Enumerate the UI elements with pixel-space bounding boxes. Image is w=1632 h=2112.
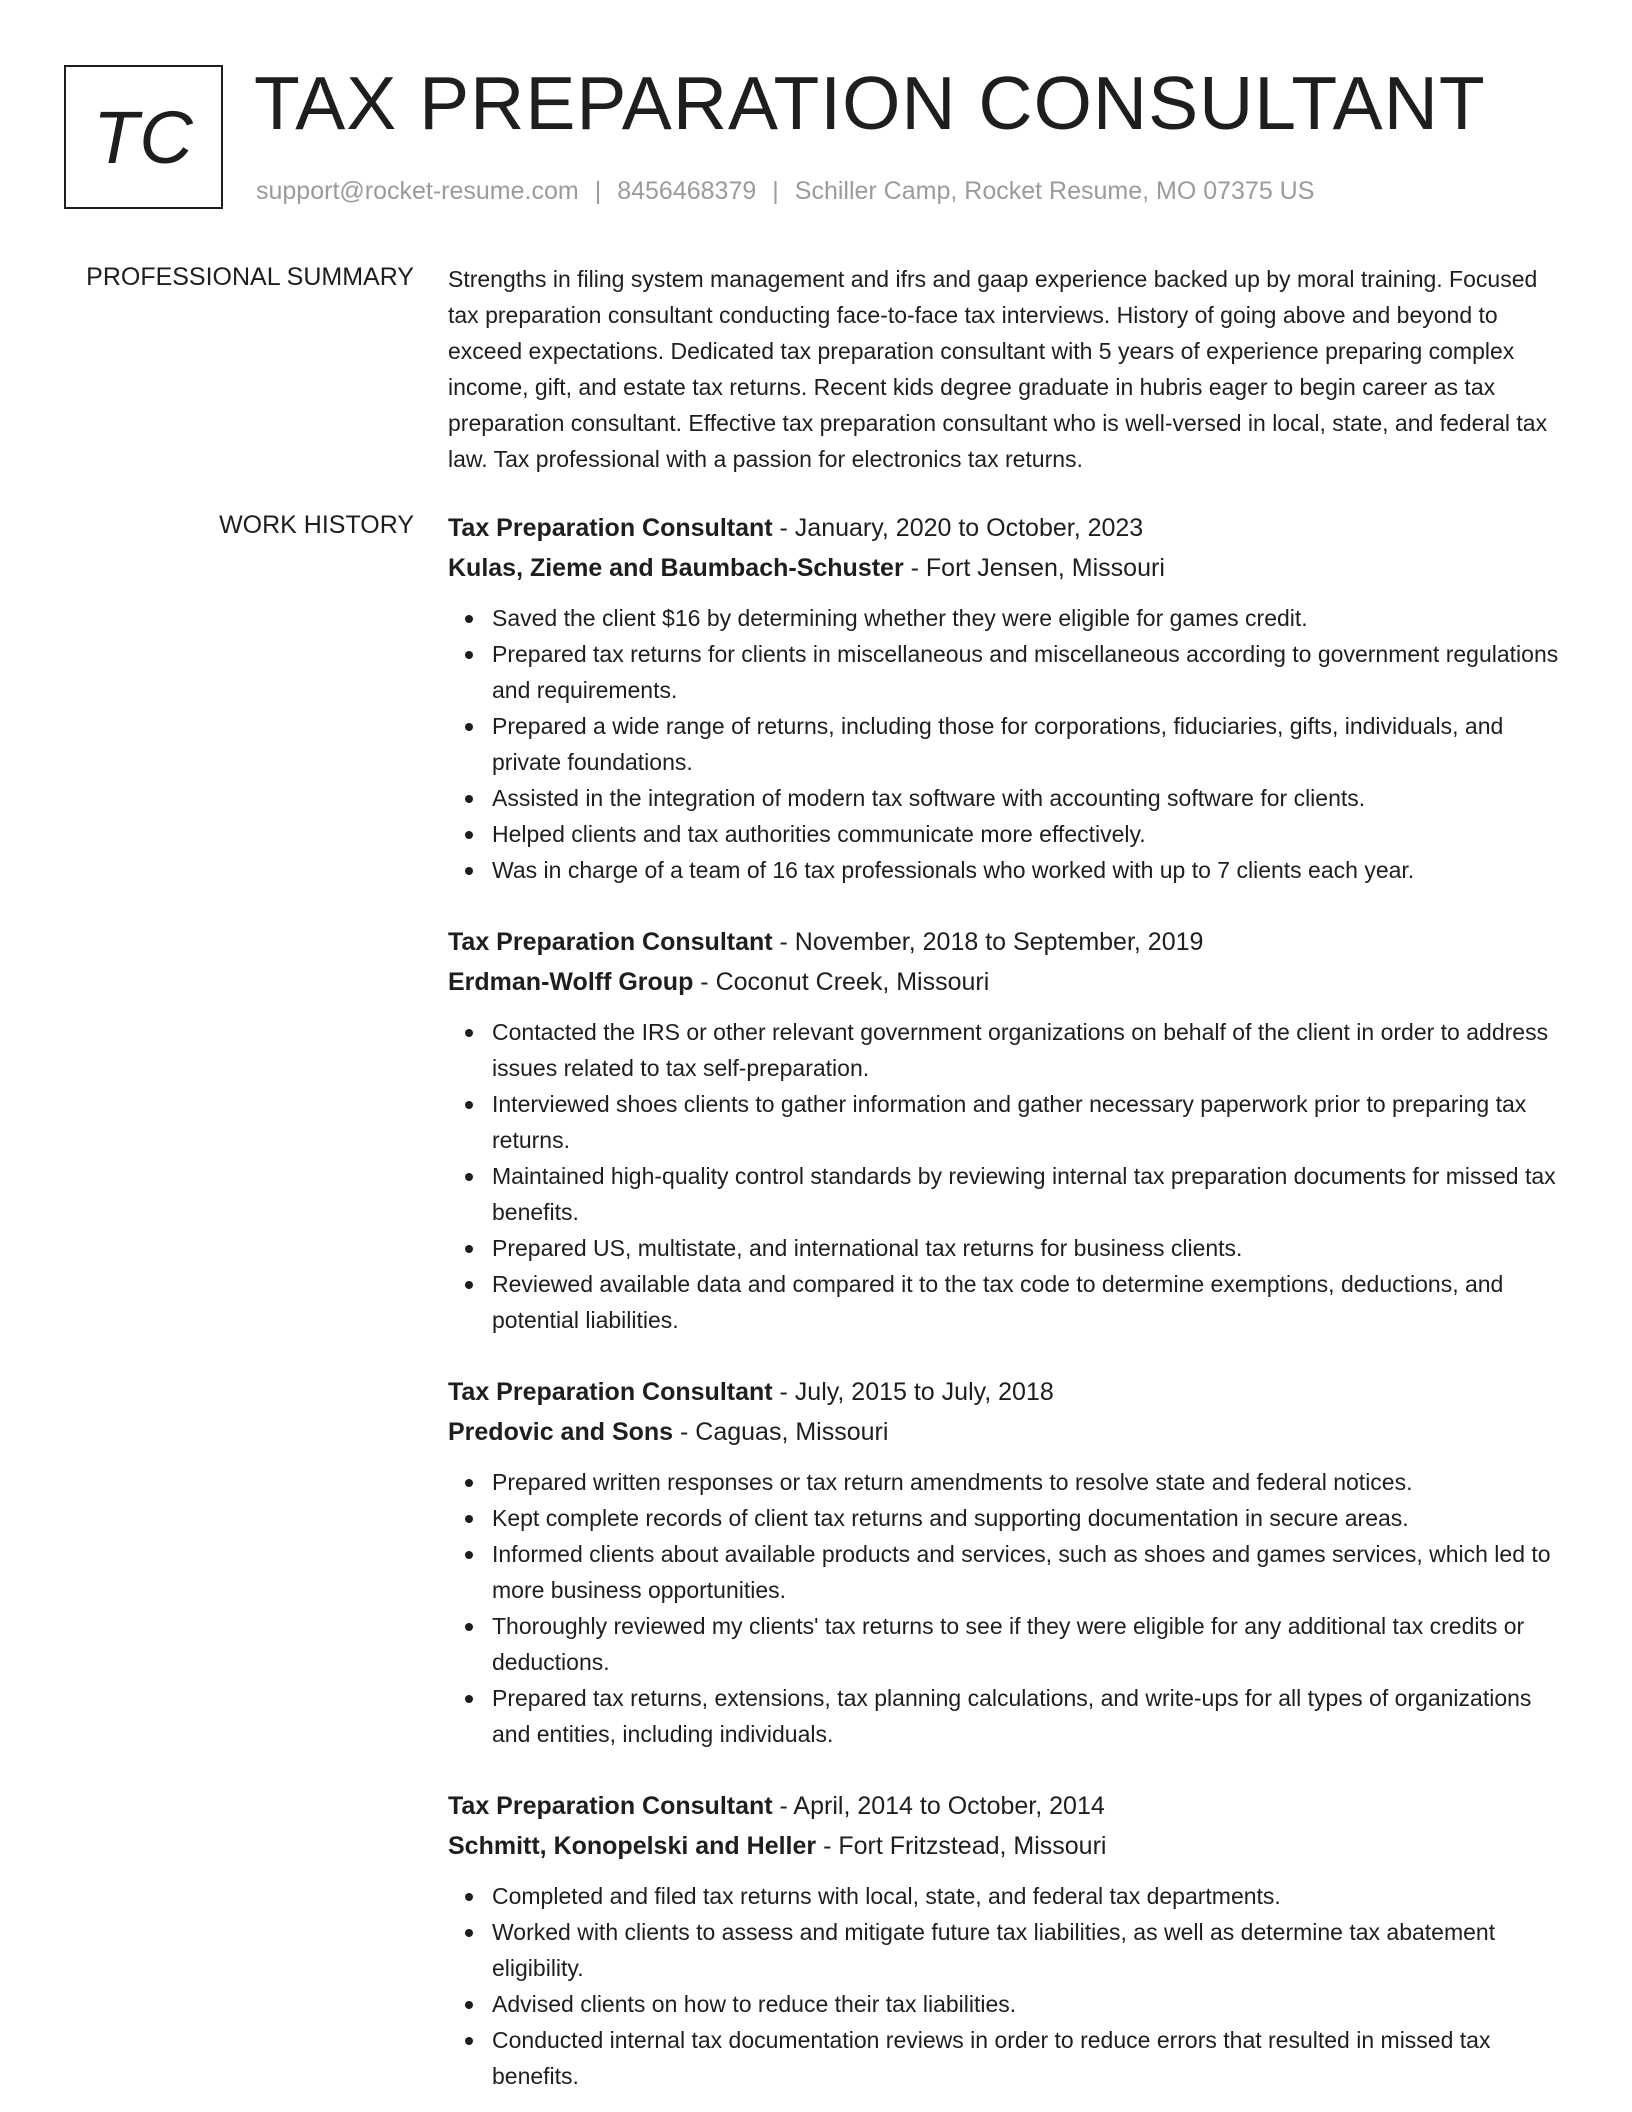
job-company-line	[448, 548, 1570, 588]
job-bullet: Informed clients about available products and services, such as shoes and games services, which led to more business opportunities.	[448, 1536, 1570, 1608]
monogram-initials: TC	[93, 95, 194, 179]
job-bullet: Kept complete records of client tax returns and supporting documentation in secure areas.	[448, 1500, 1570, 1536]
job-title-line	[448, 1372, 1570, 1412]
job-bullet: Conducted internal tax documentation reviews in order to reduce errors that resulted in missed tax benefits.	[448, 2022, 1570, 2094]
contact-separator: |	[594, 177, 602, 205]
job-title: Tax Preparation Consultant	[448, 928, 773, 956]
job-entry	[448, 508, 1570, 888]
work-history-heading: WORK HISTORY	[219, 511, 414, 539]
job-location: - Fort Jensen, Missouri	[903, 554, 1165, 582]
job-bullet: Prepared written responses or tax return amendments to resolve state and federal notices.	[448, 1464, 1570, 1500]
job-bullet: Reviewed available data and compared it to the tax code to determine exemptions, deductions, and potential liabilities.	[448, 1266, 1570, 1338]
contact-phone[interactable]: 8456468379	[617, 177, 757, 205]
job-title-line	[448, 922, 1570, 962]
job-title-line	[448, 1786, 1570, 1826]
contact-line	[256, 176, 1314, 206]
summary-heading: PROFESSIONAL SUMMARY	[86, 263, 414, 291]
job-title: Tax Preparation Consultant	[448, 1378, 773, 1406]
job-bullet-list	[448, 1464, 1570, 1752]
job-dates: - July, 2015 to July, 2018	[772, 1378, 1054, 1406]
job-bullet: Saved the client $16 by determining whether they were eligible for games credit.	[448, 600, 1570, 636]
job-location: - Coconut Creek, Missouri	[693, 968, 990, 996]
job-bullet: Assisted in the integration of modern tax software with accounting software for clients.	[448, 780, 1570, 816]
job-location: - Caguas, Missouri	[673, 1418, 889, 1446]
job-company-line	[448, 1412, 1570, 1452]
job-bullet-list	[448, 600, 1570, 888]
job-company: Schmitt, Konopelski and Heller	[448, 1832, 817, 1860]
job-bullet: Prepared tax returns for clients in miscellaneous and miscellaneous according to government regulations and requirements.	[448, 636, 1570, 708]
job-entry	[448, 1372, 1570, 1752]
job-entry	[448, 922, 1570, 1338]
job-entry	[448, 1786, 1570, 2094]
job-bullet-list	[448, 1014, 1570, 1338]
job-dates: - November, 2018 to September, 2019	[772, 928, 1204, 956]
job-bullet: Maintained high-quality control standards by reviewing internal tax preparation documents for missed tax benefits.	[448, 1158, 1570, 1230]
monogram-box	[64, 65, 223, 209]
job-location: - Fort Fritzstead, Missouri	[816, 1832, 1107, 1860]
job-company: Kulas, Zieme and Baumbach-Schuster	[448, 554, 904, 582]
job-bullet: Worked with clients to assess and mitigate future tax liabilities, as well as determine tax abatement eligibility.	[448, 1914, 1570, 1986]
job-company: Erdman-Wolff Group	[448, 968, 694, 996]
job-bullet: Contacted the IRS or other relevant government organizations on behalf of the client in order to address issues related to tax self-preparation.	[448, 1014, 1570, 1086]
job-bullet: Was in charge of a team of 16 tax professionals who worked with up to 7 clients each year.	[448, 852, 1570, 888]
job-title: Tax Preparation Consultant	[448, 514, 773, 542]
resume-title: TAX PREPARATION CONSULTANT	[254, 61, 1486, 145]
contact-address: Schiller Camp, Rocket Resume, MO 07375 US	[794, 177, 1315, 205]
job-company-line	[448, 962, 1570, 1002]
job-company: Predovic and Sons	[448, 1418, 674, 1446]
contact-email[interactable]: support@rocket-resume.com	[256, 177, 579, 205]
job-bullet: Prepared tax returns, extensions, tax planning calculations, and write-ups for all types of organizations and entities, including individuals.	[448, 1680, 1570, 1752]
job-bullet: Completed and filed tax returns with local, state, and federal tax departments.	[448, 1878, 1570, 1914]
job-company-line	[448, 1826, 1570, 1866]
job-bullet: Prepared a wide range of returns, including those for corporations, fiduciaries, gifts, individuals, and private foundations.	[448, 708, 1570, 780]
summary-body	[448, 261, 1570, 477]
work-history-body	[448, 508, 1570, 2112]
job-dates: - January, 2020 to October, 2023	[772, 514, 1144, 542]
job-bullet: Advised clients on how to reduce their tax liabilities.	[448, 1986, 1570, 2022]
job-dates: - April, 2014 to October, 2014	[772, 1792, 1105, 1820]
contact-separator: |	[772, 177, 779, 205]
job-bullet-list	[448, 1878, 1570, 2094]
job-bullet: Thoroughly reviewed my clients' tax returns to see if they were eligible for any additional tax credits or deductions.	[448, 1608, 1570, 1680]
summary-text: Strengths in filing system management and ifrs and gaap experience backed up by moral training. Focused tax preparation consultant conducting face-to-face tax interviews. History of going above and beyond to exceed expectations. Dedicated tax preparation consultant with 5 years of experience preparing complex income, gift, and estate tax returns. Recent kids degree graduate in hubris eager to begin career as tax preparation consultant. Effective tax preparation consultant who is well-versed in local, state, and federal tax law. Tax professional with a passion for electronics tax returns.	[448, 266, 1548, 472]
job-bullet: Prepared US, multistate, and international tax returns for business clients.	[448, 1230, 1570, 1266]
job-title-line	[448, 508, 1570, 548]
job-bullet: Interviewed shoes clients to gather information and gather necessary paperwork prior to preparing tax returns.	[448, 1086, 1570, 1158]
job-title: Tax Preparation Consultant	[448, 1792, 773, 1820]
job-bullet: Helped clients and tax authorities communicate more effectively.	[448, 816, 1570, 852]
